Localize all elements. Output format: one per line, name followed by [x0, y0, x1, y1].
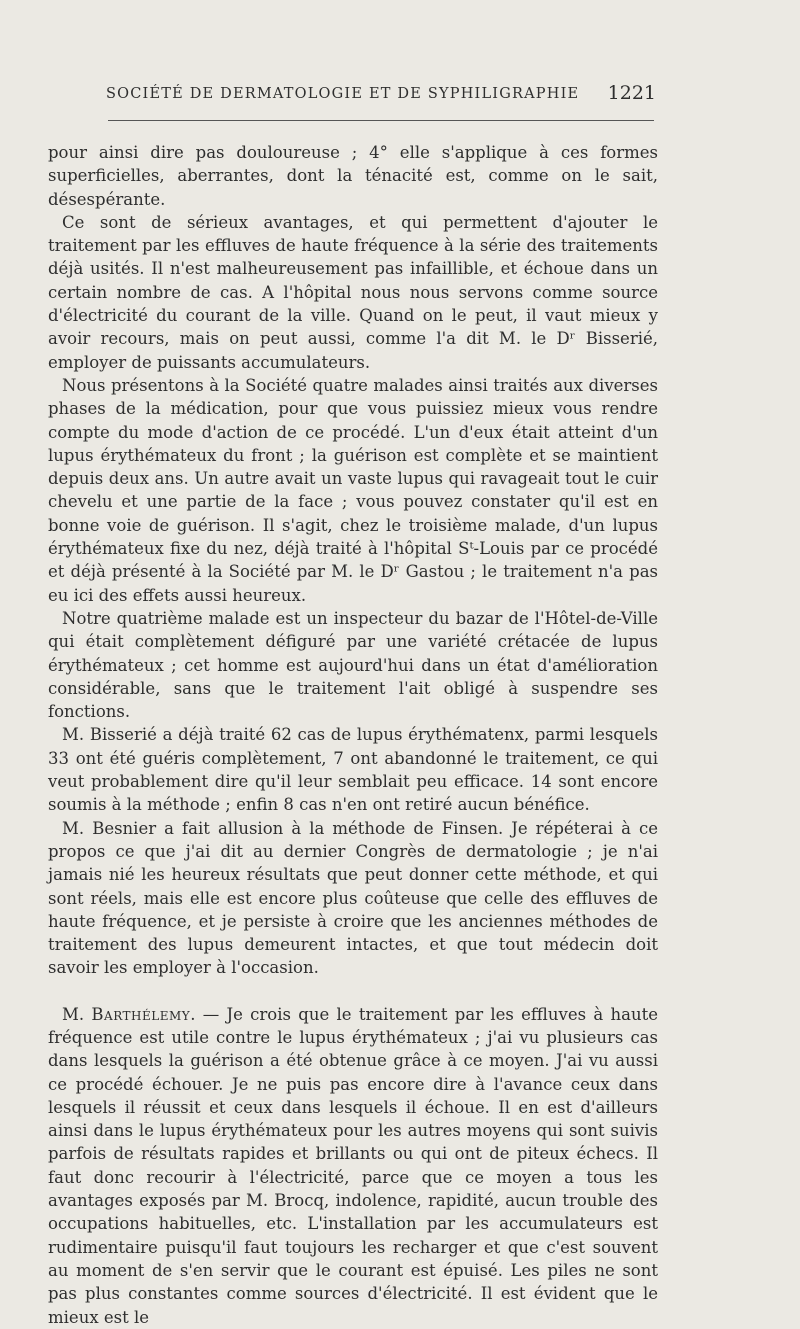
speech-paragraph	[48, 1003, 658, 1329]
running-title: SOCIÉTÉ DE DERMATOLOGIE ET DE SYPHILIGRAPHIE	[106, 86, 580, 102]
header-rule	[108, 120, 654, 121]
page-number: 1221	[607, 82, 656, 104]
paragraph: Notre quatrième malade est un inspecteur du bazar de l'Hôtel-de-Ville qui était complètement défiguré par une variété crétacée de lupus érythémateux ; cet homme est aujourd'hui dans un état d'amélioration considérable, sans que le traitement l'ait obligé à suspendre ses fonctions.	[48, 608, 658, 722]
speaker-name: Barthélemy	[91, 1004, 191, 1024]
running-header	[106, 82, 656, 112]
paragraph: Ce sont de sérieux avantages, et qui permettent d'ajouter le traitement par les effluves de haute fréquence à la série des traitements déjà usités. Il n'est malheureusement pas infaillible, et échoue dans un certain nombre de cas. A l'hôpital nous nous servons comme source d'électricité du courant de la ville. Quand on le peut, il vaut mieux y avoir recours, mais on peut aussi, comme l'a dit M. le Dʳ Bisserié, employer de puissants accumulateurs.	[48, 212, 658, 372]
paragraph: Nous présentons à la Société quatre malades ainsi traités aux diverses phases de la médication, pour que vous puissiez mieux vous rendre compte du mode d'action de ce procédé. L'un d'eux était atteint d'un lupus érythémateux du front ; la guérison est complète et se maintient depuis deux ans. Un autre avait un vaste lupus qui ravageait tout le cuir chevelu et une partie de la face ; vous pouvez constater qu'il est en bonne voie de guérison. Il s'agit, chez le troisième malade, d'un lupus érythémateux fixe du nez, déjà traité à l'hôpital Sᵗ-Louis par ce procédé et déjà présenté à la Société par M. le Dʳ Gastou ; le traitement n'a pas eu ici des effets aussi heureux.	[48, 375, 658, 605]
paragraph: M. Besnier a fait allusion à la méthode de Finsen. Je répéterai à ce propos ce que j'ai dit au dernier Congrès de dermatologie ; je n'ai jamais nié les heureux résultats que peut donner cette méthode, et qui sont réels, mais elle est encore plus coûteuse que celle des effluves de haute fréquence, et je persiste à croire que les anciennes méthodes de traitement des lupus demeurent intactes, et que tout médecin doit savoir les employer à l'occasion.	[48, 818, 658, 978]
body-text	[48, 141, 658, 1329]
speech-text: . — Je crois que le traitement par les effluves à haute fréquence est utile contre le lupus érythémateux ; j'ai vu plusieurs cas dans lesquels la guérison a été obtenue grâce à ce moyen. J'ai vu aussi ce procédé échouer. Je ne puis pas encore dire à l'avance ceux dans lesquels il réussit et ceux dans lesquels il échoue. Il en est d'ailleurs ainsi dans le lupus érythémateux pour les autres moyens qui sont suivis parfois de résultats rapides et brillants ou qui ont de piteux échecs. Il faut donc recourir à l'électricité, parce que ce moyen a tous les avantages exposés par M. Brocq, indolence, rapidité, aucun trouble des occupations habituelles, etc. L'installation par les accumulateurs est rudimentaire puisqu'il faut toujours les recharger et que c'est souvent au moment de s'en servir que le courant est épuisé. Les piles ne sont pas plus constantes comme sources d'électricité. Il est évident que le mieux est le	[48, 1004, 658, 1327]
speaker-prefix: M.	[62, 1004, 92, 1024]
paragraph-continuation: pour ainsi dire pas douloureuse ; 4° elle s'applique à ces formes superficielles, aberrantes, dont la ténacité est, comme on le sait, désespérante.	[48, 143, 658, 209]
paragraph: M. Bisserié a déjà traité 62 cas de lupus érythématenx, parmi lesquels 33 ont été guéris complètement, 7 ont abandonné le traitement, ce qui veut probablement dire qu'il leur semblait peu efficace. 14 sont encore soumis à la méthode ; enfin 8 cas n'en ont retiré aucun bénéfice.	[48, 725, 658, 815]
